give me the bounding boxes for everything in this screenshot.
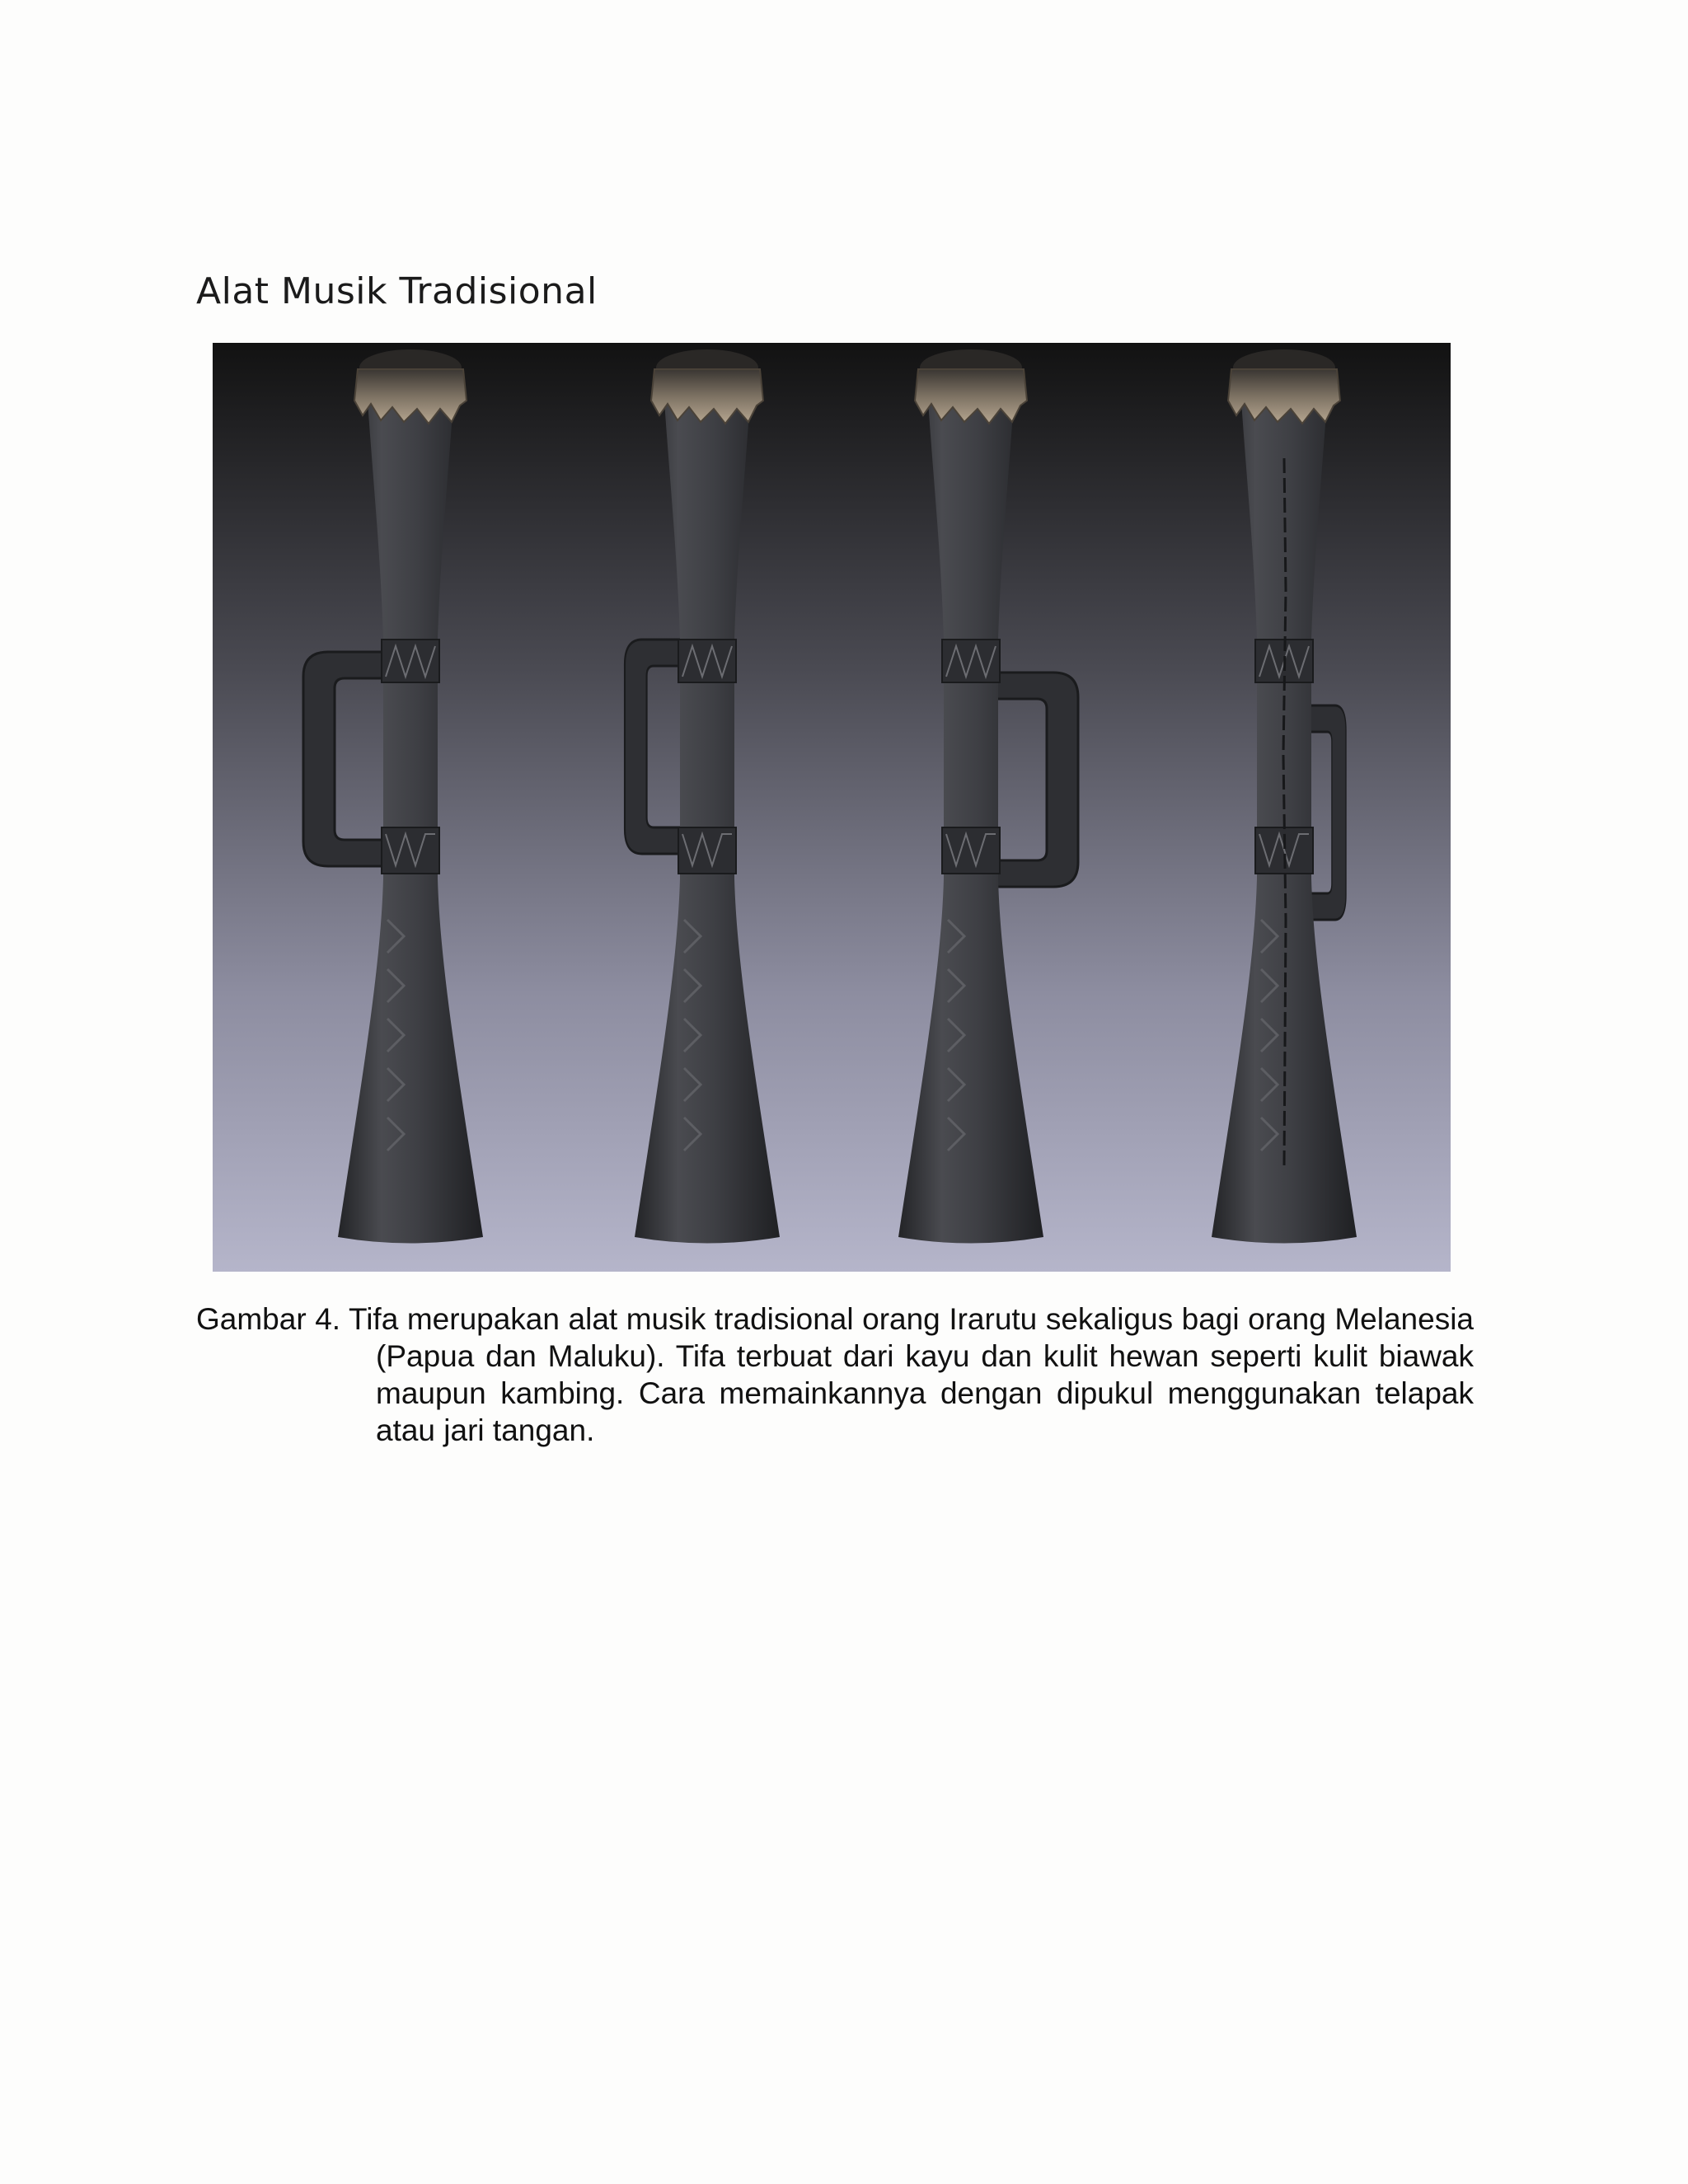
page-title: Alat Musik Tradisional <box>196 270 598 312</box>
figure-caption <box>196 1301 1474 1449</box>
tifa-drums-photo <box>213 343 1451 1272</box>
caption-text: Tifa merupakan alat musik tradisional orang Irarutu sekaligus bagi orang Melanesia (Papua dan Maluku). Tifa terbuat dari kayu dan kulit hewan seperti kulit biawak maupun kambing. Cara memainkannya dengan dipukul menggunakan telapak atau jari tangan. <box>348 1302 1474 1447</box>
caption-label: Gambar 4. <box>196 1302 341 1336</box>
